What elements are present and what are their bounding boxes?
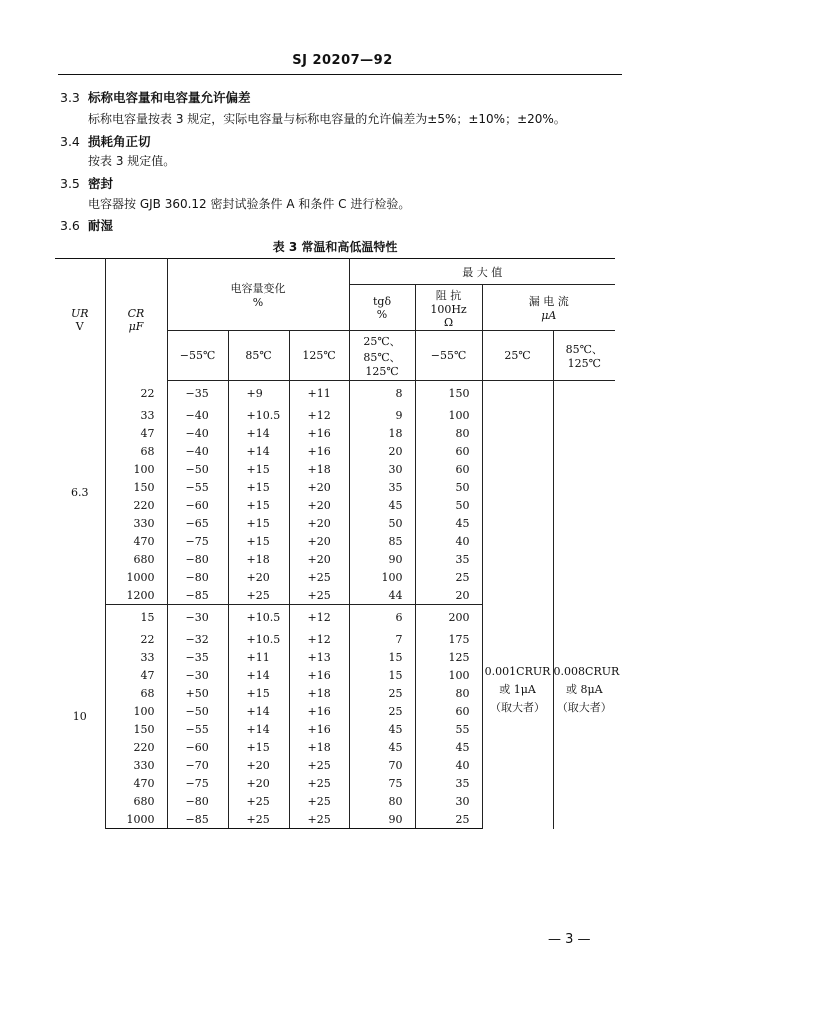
page-number: — 3 — xyxy=(548,932,591,947)
cr-header xyxy=(105,259,167,381)
ur-value: 6.3 xyxy=(55,381,105,605)
ur-value: 10 xyxy=(55,605,105,829)
cap-change-m55: −50 xyxy=(167,703,228,721)
page-header: SJ 20207—92 xyxy=(292,53,393,68)
table-caption: 表 3 常温和高低温特性 xyxy=(272,240,398,254)
cap-change-125: +20 xyxy=(289,479,349,497)
cap-change-m55: −85 xyxy=(167,811,228,829)
tg-value: 35 xyxy=(349,479,415,497)
section-title: 标称电容量和电容量允许偏差 xyxy=(88,90,251,105)
impedance-value: 50 xyxy=(415,479,482,497)
cap-change-m55: −60 xyxy=(167,497,228,515)
tg-value: 25 xyxy=(349,685,415,703)
cr-value: 330 xyxy=(105,515,167,533)
tg-value: 15 xyxy=(349,649,415,667)
cr-value: 470 xyxy=(105,775,167,793)
cr-value: 68 xyxy=(105,443,167,461)
header-rule xyxy=(58,74,622,75)
cap-change-125: +18 xyxy=(289,685,349,703)
cr-value: 100 xyxy=(105,703,167,721)
cr-value: 1000 xyxy=(105,811,167,829)
cap-change-125: +16 xyxy=(289,721,349,739)
cap-change-85: +15 xyxy=(228,461,289,479)
leakage-header xyxy=(482,285,615,331)
tg-value: 30 xyxy=(349,461,415,479)
impedance-value: 25 xyxy=(415,569,482,587)
temp-tg-header: 25℃、85℃、125℃ xyxy=(349,331,415,381)
section-number: 3.3 xyxy=(60,90,80,105)
cap-change-85: +14 xyxy=(228,721,289,739)
cr-value: 33 xyxy=(105,407,167,425)
leakage-line: 或 1μA xyxy=(499,682,536,696)
tg-value: 90 xyxy=(349,811,415,829)
tg-value: 44 xyxy=(349,587,415,605)
cap-change-125: +18 xyxy=(289,739,349,757)
impedance-value: 125 xyxy=(415,649,482,667)
cap-change-85: +20 xyxy=(228,757,289,775)
cr-value: 33 xyxy=(105,649,167,667)
temp-85-header: 85℃ xyxy=(228,331,289,381)
temp-leak2-header: 85℃、125℃ xyxy=(553,331,615,381)
cap-change-85: +15 xyxy=(228,685,289,703)
cap-change-m55: −80 xyxy=(167,569,228,587)
tg-value: 80 xyxy=(349,793,415,811)
ur-header xyxy=(55,259,105,381)
cap-change-m55: −32 xyxy=(167,631,228,649)
cr-value: 22 xyxy=(105,631,167,649)
cap-change-85: +15 xyxy=(228,479,289,497)
cap-change-m55: −70 xyxy=(167,757,228,775)
tg-value: 8 xyxy=(349,381,415,407)
temp-leak1-header: 25℃ xyxy=(482,331,553,381)
cap-change-125: +16 xyxy=(289,667,349,685)
cap-change-m55: −30 xyxy=(167,667,228,685)
impedance-value: 100 xyxy=(415,407,482,425)
cap-change-85: +14 xyxy=(228,667,289,685)
tg-value: 45 xyxy=(349,721,415,739)
cr-value: 680 xyxy=(105,551,167,569)
temp-m55-header: −55℃ xyxy=(167,331,228,381)
cap-change-m55: −80 xyxy=(167,793,228,811)
tg-value: 70 xyxy=(349,757,415,775)
impedance-value: 200 xyxy=(415,605,482,631)
table-row xyxy=(55,381,615,407)
cap-change-85: +25 xyxy=(228,587,289,605)
cap-change-m55: −35 xyxy=(167,381,228,407)
cap-change-125: +25 xyxy=(289,793,349,811)
cap-change-85: +25 xyxy=(228,811,289,829)
cap-change-125: +16 xyxy=(289,703,349,721)
cr-value: 220 xyxy=(105,497,167,515)
cap-change-125: +20 xyxy=(289,533,349,551)
tg-value: 100 xyxy=(349,569,415,587)
section-3-4-heading xyxy=(60,132,151,150)
cr-value: 150 xyxy=(105,479,167,497)
impedance-unit: Ω xyxy=(443,315,454,329)
cr-value: 1000 xyxy=(105,569,167,587)
cap-change-85: +25 xyxy=(228,793,289,811)
leakage-line: 或 8μA xyxy=(565,682,603,696)
section-title: 密封 xyxy=(88,176,114,191)
impedance-label: 阻 抗 xyxy=(435,288,462,302)
cr-value: 1200 xyxy=(105,587,167,605)
section-3-5-heading xyxy=(60,174,113,192)
impedance-value: 30 xyxy=(415,793,482,811)
cr-value: 100 xyxy=(105,461,167,479)
cap-change-125: +12 xyxy=(289,605,349,631)
tg-unit: % xyxy=(376,307,388,321)
impedance-value: 40 xyxy=(415,533,482,551)
impedance-value: 80 xyxy=(415,425,482,443)
cap-change-125: +25 xyxy=(289,757,349,775)
cap-change-85: +9 xyxy=(228,381,289,407)
section-title: 耐湿 xyxy=(88,218,114,233)
cap-change-85: +14 xyxy=(228,703,289,721)
impedance-value: 45 xyxy=(415,515,482,533)
tg-label: tgδ xyxy=(372,294,392,308)
cr-value: 330 xyxy=(105,757,167,775)
leakage-line: （取大者） xyxy=(490,700,546,714)
cap-change-125: +20 xyxy=(289,551,349,569)
cap-change-m55: −60 xyxy=(167,739,228,757)
cr-symbol: CR xyxy=(127,306,145,320)
cap-change-125: +20 xyxy=(289,497,349,515)
cap-change-125: +25 xyxy=(289,811,349,829)
cap-change-85: +10.5 xyxy=(228,631,289,649)
cr-value: 470 xyxy=(105,533,167,551)
cap-change-125: +25 xyxy=(289,775,349,793)
cap-change-125: +20 xyxy=(289,515,349,533)
cap-change-m55: −85 xyxy=(167,587,228,605)
cap-change-125: +16 xyxy=(289,443,349,461)
cap-change-85: +20 xyxy=(228,775,289,793)
tg-value: 50 xyxy=(349,515,415,533)
cap-change-85: +20 xyxy=(228,569,289,587)
tg-value: 25 xyxy=(349,703,415,721)
impedance-value: 60 xyxy=(415,443,482,461)
cr-value: 47 xyxy=(105,425,167,443)
section-3-6-heading xyxy=(60,216,113,234)
cap-change-125: +25 xyxy=(289,569,349,587)
cap-change-125: +16 xyxy=(289,425,349,443)
tg-value: 85 xyxy=(349,533,415,551)
leakage-25-value xyxy=(482,381,553,829)
tg-value: 45 xyxy=(349,739,415,757)
leakage-85-125-value xyxy=(553,381,620,829)
leakage-line: 0.001CRUR xyxy=(484,664,551,678)
tg-header xyxy=(349,285,415,331)
cap-change-m55: −40 xyxy=(167,407,228,425)
temp-imp-header: −55℃ xyxy=(415,331,482,381)
impedance-value: 175 xyxy=(415,631,482,649)
cap-change-85: +14 xyxy=(228,425,289,443)
tg-value: 45 xyxy=(349,497,415,515)
cap-change-header xyxy=(167,259,349,331)
section-number: 3.6 xyxy=(60,218,80,233)
section-3-5-text: 电容器按 GJB 360.12 密封试验条件 A 和条件 C 进行检验。 xyxy=(88,197,411,211)
tg-value: 9 xyxy=(349,407,415,425)
cr-value: 47 xyxy=(105,667,167,685)
tg-value: 7 xyxy=(349,631,415,649)
ur-symbol: UR xyxy=(70,306,89,320)
leakage-unit: μA xyxy=(541,309,557,322)
cap-change-m55: +50 xyxy=(167,685,228,703)
cap-change-unit: % xyxy=(252,296,264,309)
cap-change-m55: −55 xyxy=(167,479,228,497)
cr-value: 220 xyxy=(105,739,167,757)
tg-value: 90 xyxy=(349,551,415,569)
impedance-value: 80 xyxy=(415,685,482,703)
cr-value: 150 xyxy=(105,721,167,739)
impedance-value: 150 xyxy=(415,381,482,407)
cap-change-85: +11 xyxy=(228,649,289,667)
cr-value: 680 xyxy=(105,793,167,811)
impedance-value: 35 xyxy=(415,551,482,569)
max-header: 最 大 值 xyxy=(349,259,615,285)
cap-change-85: +18 xyxy=(228,551,289,569)
section-number: 3.5 xyxy=(60,176,80,191)
cap-change-m55: −80 xyxy=(167,551,228,569)
cr-value: 68 xyxy=(105,685,167,703)
temp-125-header: 125℃ xyxy=(289,331,349,381)
ur-unit: V xyxy=(75,319,84,333)
cr-unit: μF xyxy=(128,319,144,333)
cap-change-125: +25 xyxy=(289,587,349,605)
cap-change-125: +12 xyxy=(289,631,349,649)
cap-change-85: +14 xyxy=(228,443,289,461)
cap-change-125: +12 xyxy=(289,407,349,425)
cap-change-m55: −50 xyxy=(167,461,228,479)
tg-value: 15 xyxy=(349,667,415,685)
impedance-value: 25 xyxy=(415,811,482,829)
cap-change-m55: −75 xyxy=(167,533,228,551)
impedance-value: 60 xyxy=(415,461,482,479)
tg-value: 20 xyxy=(349,443,415,461)
cap-change-85: +15 xyxy=(228,497,289,515)
leakage-line: （取大者） xyxy=(556,700,612,714)
impedance-value: 40 xyxy=(415,757,482,775)
cap-change-m55: −65 xyxy=(167,515,228,533)
cap-change-85: +10.5 xyxy=(228,407,289,425)
cap-change-125: +11 xyxy=(289,381,349,407)
section-title: 损耗角正切 xyxy=(88,134,151,149)
tg-value: 6 xyxy=(349,605,415,631)
impedance-header xyxy=(415,285,482,331)
characteristics-table xyxy=(55,258,620,829)
impedance-value: 100 xyxy=(415,667,482,685)
cap-change-85: +15 xyxy=(228,533,289,551)
cap-change-m55: −30 xyxy=(167,605,228,631)
cap-change-m55: −75 xyxy=(167,775,228,793)
cap-change-m55: −55 xyxy=(167,721,228,739)
section-3-3-text: 标称电容量按表 3 规定，实际电容量与标称电容量的允许偏差为±5%；±10%；±20%。 xyxy=(88,112,566,126)
cap-change-m55: −35 xyxy=(167,649,228,667)
impedance-value: 35 xyxy=(415,775,482,793)
cap-change-label: 电容量变化 xyxy=(230,282,286,295)
section-3-3-heading xyxy=(60,88,251,106)
section-number: 3.4 xyxy=(60,134,80,149)
leakage-line: 0.008CRUR xyxy=(553,664,620,678)
impedance-value: 55 xyxy=(415,721,482,739)
cap-change-125: +18 xyxy=(289,461,349,479)
tg-value: 75 xyxy=(349,775,415,793)
cap-change-85: +15 xyxy=(228,739,289,757)
cap-change-85: +10.5 xyxy=(228,605,289,631)
impedance-freq: 100Hz xyxy=(430,302,467,316)
cap-change-85: +15 xyxy=(228,515,289,533)
impedance-value: 60 xyxy=(415,703,482,721)
cap-change-m55: −40 xyxy=(167,425,228,443)
cap-change-125: +13 xyxy=(289,649,349,667)
impedance-value: 45 xyxy=(415,739,482,757)
impedance-value: 50 xyxy=(415,497,482,515)
section-3-4-text: 按表 3 规定值。 xyxy=(88,154,176,168)
tg-value: 18 xyxy=(349,425,415,443)
cr-value: 15 xyxy=(105,605,167,631)
impedance-value: 20 xyxy=(415,587,482,605)
cap-change-m55: −40 xyxy=(167,443,228,461)
table-body xyxy=(55,381,620,829)
cr-value: 22 xyxy=(105,381,167,407)
leakage-label: 漏 电 流 xyxy=(528,295,569,308)
